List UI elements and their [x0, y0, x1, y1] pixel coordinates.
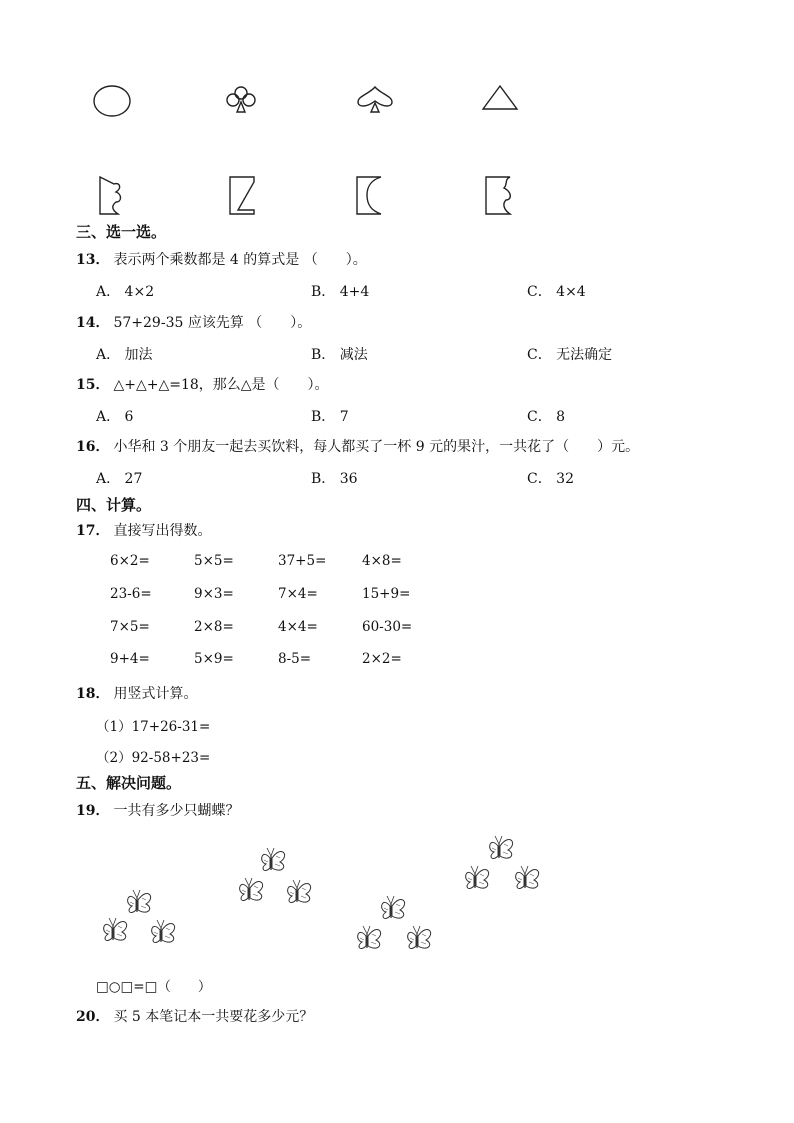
option-c[interactable]: C． 无法确定	[527, 347, 613, 363]
calc-item: 9×3=	[194, 586, 234, 602]
butterfly	[104, 918, 127, 941]
calc-item: 4×8=	[362, 553, 402, 569]
answer-formula: □○□=□（ ）	[96, 979, 212, 995]
option-c[interactable]: C． 4×4	[527, 284, 586, 300]
question-16: 16． 小华和 3 个朋友一起去买饮料，每人都买了一杯 9 元的果汁，一共花了（ ）元。	[76, 439, 640, 455]
calc-item: 2×2=	[362, 651, 402, 667]
question-17: 17． 直接写出得数。	[76, 523, 212, 539]
option-a[interactable]: A． 6	[96, 409, 134, 425]
section-title: 四、计算。	[76, 496, 152, 514]
question-18: 18． 用竖式计算。	[76, 686, 198, 702]
option-a[interactable]: A． 加法	[96, 347, 153, 363]
butterfly	[516, 866, 539, 889]
option-b[interactable]: B． 7	[311, 409, 349, 425]
calc-item: 2×8=	[194, 619, 234, 635]
shape-club-icon	[222, 84, 262, 116]
option-a[interactable]: A． 27	[96, 471, 143, 487]
calc-item: 4×4=	[278, 619, 318, 635]
butterfly	[152, 920, 175, 943]
calc-item: 5×9=	[194, 651, 234, 667]
calc-item: 23-6=	[110, 586, 152, 602]
option-b[interactable]: B． 减法	[311, 347, 368, 363]
butterfly-illustration	[90, 826, 560, 960]
question-20: 20． 买 5 本笔记本一共要花多少元？	[76, 1009, 314, 1025]
shape-triangle-icon	[480, 84, 520, 112]
calc-item: 7×5=	[110, 619, 150, 635]
half-circle-icon	[353, 174, 387, 218]
butterfly	[466, 866, 489, 889]
option-c[interactable]: C． 32	[527, 471, 574, 487]
calc-item: 7×4=	[278, 586, 318, 602]
calc-subitem: （1）17+26-31=	[96, 719, 211, 735]
section-title: 五、解决问题。	[76, 774, 182, 792]
calc-item: 6×2=	[110, 553, 150, 569]
butterfly	[262, 848, 285, 871]
half-club-icon	[96, 174, 130, 218]
shape-circle-icon	[92, 84, 134, 118]
butterfly	[408, 926, 431, 949]
butterfly	[240, 878, 263, 901]
question-14: 14． 57+29-35 应该先算 （ ）。	[76, 315, 312, 331]
calc-item: 9+4=	[110, 651, 150, 667]
butterfly	[128, 890, 151, 913]
butterfly	[288, 880, 311, 903]
question-15: 15． △+△+△=18，那么△是（ ）。	[76, 377, 329, 393]
section-title: 三、选一选。	[76, 223, 167, 241]
calc-item: 5×5=	[194, 553, 234, 569]
calc-item: 15+9=	[362, 586, 411, 602]
butterfly	[490, 836, 513, 859]
question-19: 19． 一共有多少只蝴蝶？	[76, 803, 240, 819]
option-c[interactable]: C． 8	[527, 409, 566, 425]
option-b[interactable]: B． 36	[311, 471, 358, 487]
half-spade-icon	[482, 174, 516, 218]
butterfly	[358, 926, 381, 949]
half-triangle-icon	[226, 174, 260, 218]
calc-subitem: （2）92-58+23=	[96, 750, 211, 766]
option-b[interactable]: B． 4+4	[311, 284, 370, 300]
question-13: 13． 表示两个乘数都是 4 的算式是 （ ）。	[76, 252, 367, 268]
calc-item: 60-30=	[362, 619, 413, 635]
calc-item: 8-5=	[278, 651, 312, 667]
butterfly	[382, 896, 405, 919]
shape-spade-icon	[354, 84, 396, 116]
calc-item: 37+5=	[278, 553, 327, 569]
option-a[interactable]: A． 4×2	[96, 284, 155, 300]
